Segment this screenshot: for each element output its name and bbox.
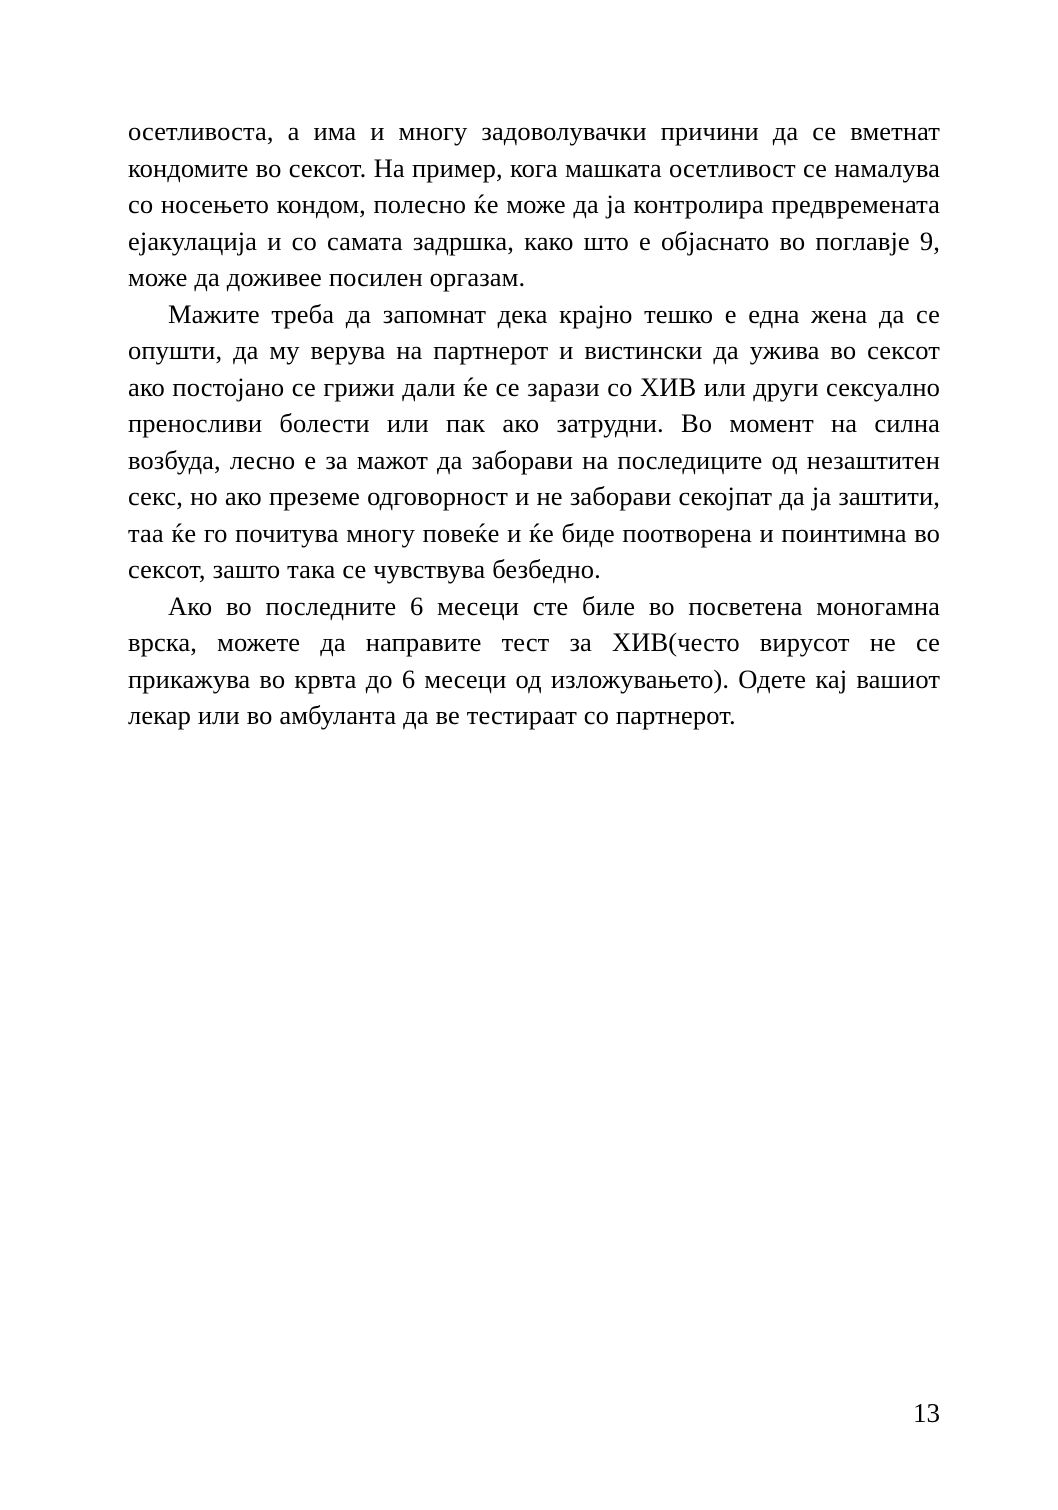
paragraph-2: Мажите треба да запомнат дека крајно тешко е една жена да се опушти, да му верува на партнерот и вистински да ужива во сексот ако постојано се грижи дали ќе се зарази со ХИВ или други сексуално преносливи болести или пак ако затрудни. Во момент на силна возбуда, лесно е за мажот да заборави на последиците од незаштитен секс, но ако преземе одговорност и не заборави секојпат да ја заштити, таа ќе го почитува многу повеќе и ќе биде поотворена и поинтимна во сексот, зашто така се чувствува безбедно. xyxy=(128,298,940,584)
body-text-block xyxy=(128,113,940,734)
paragraph-1: осетливоста, а има и многу задоволувачки причини да се вметнат кондомите во сексот. На пример, кога машката осетливост се намалува со носењето кондом, полесно ќе може да ја контролира предвремената ејакулација и со самата задршка, како што е објаснато во поглавје 9, може да доживее посилен оргазам. xyxy=(128,116,940,292)
paragraph-3: Ако во последните 6 месеци сте биле во посветена моногамна врска, можете да направите тест за ХИВ(често вирусот не се прикажува во крвта до 6 месеци од изложувањето). Одете кај вашиот лекар или во амбуланта да ве тестираат со партнерот. xyxy=(128,590,940,730)
page-number: 13 xyxy=(913,1398,940,1428)
